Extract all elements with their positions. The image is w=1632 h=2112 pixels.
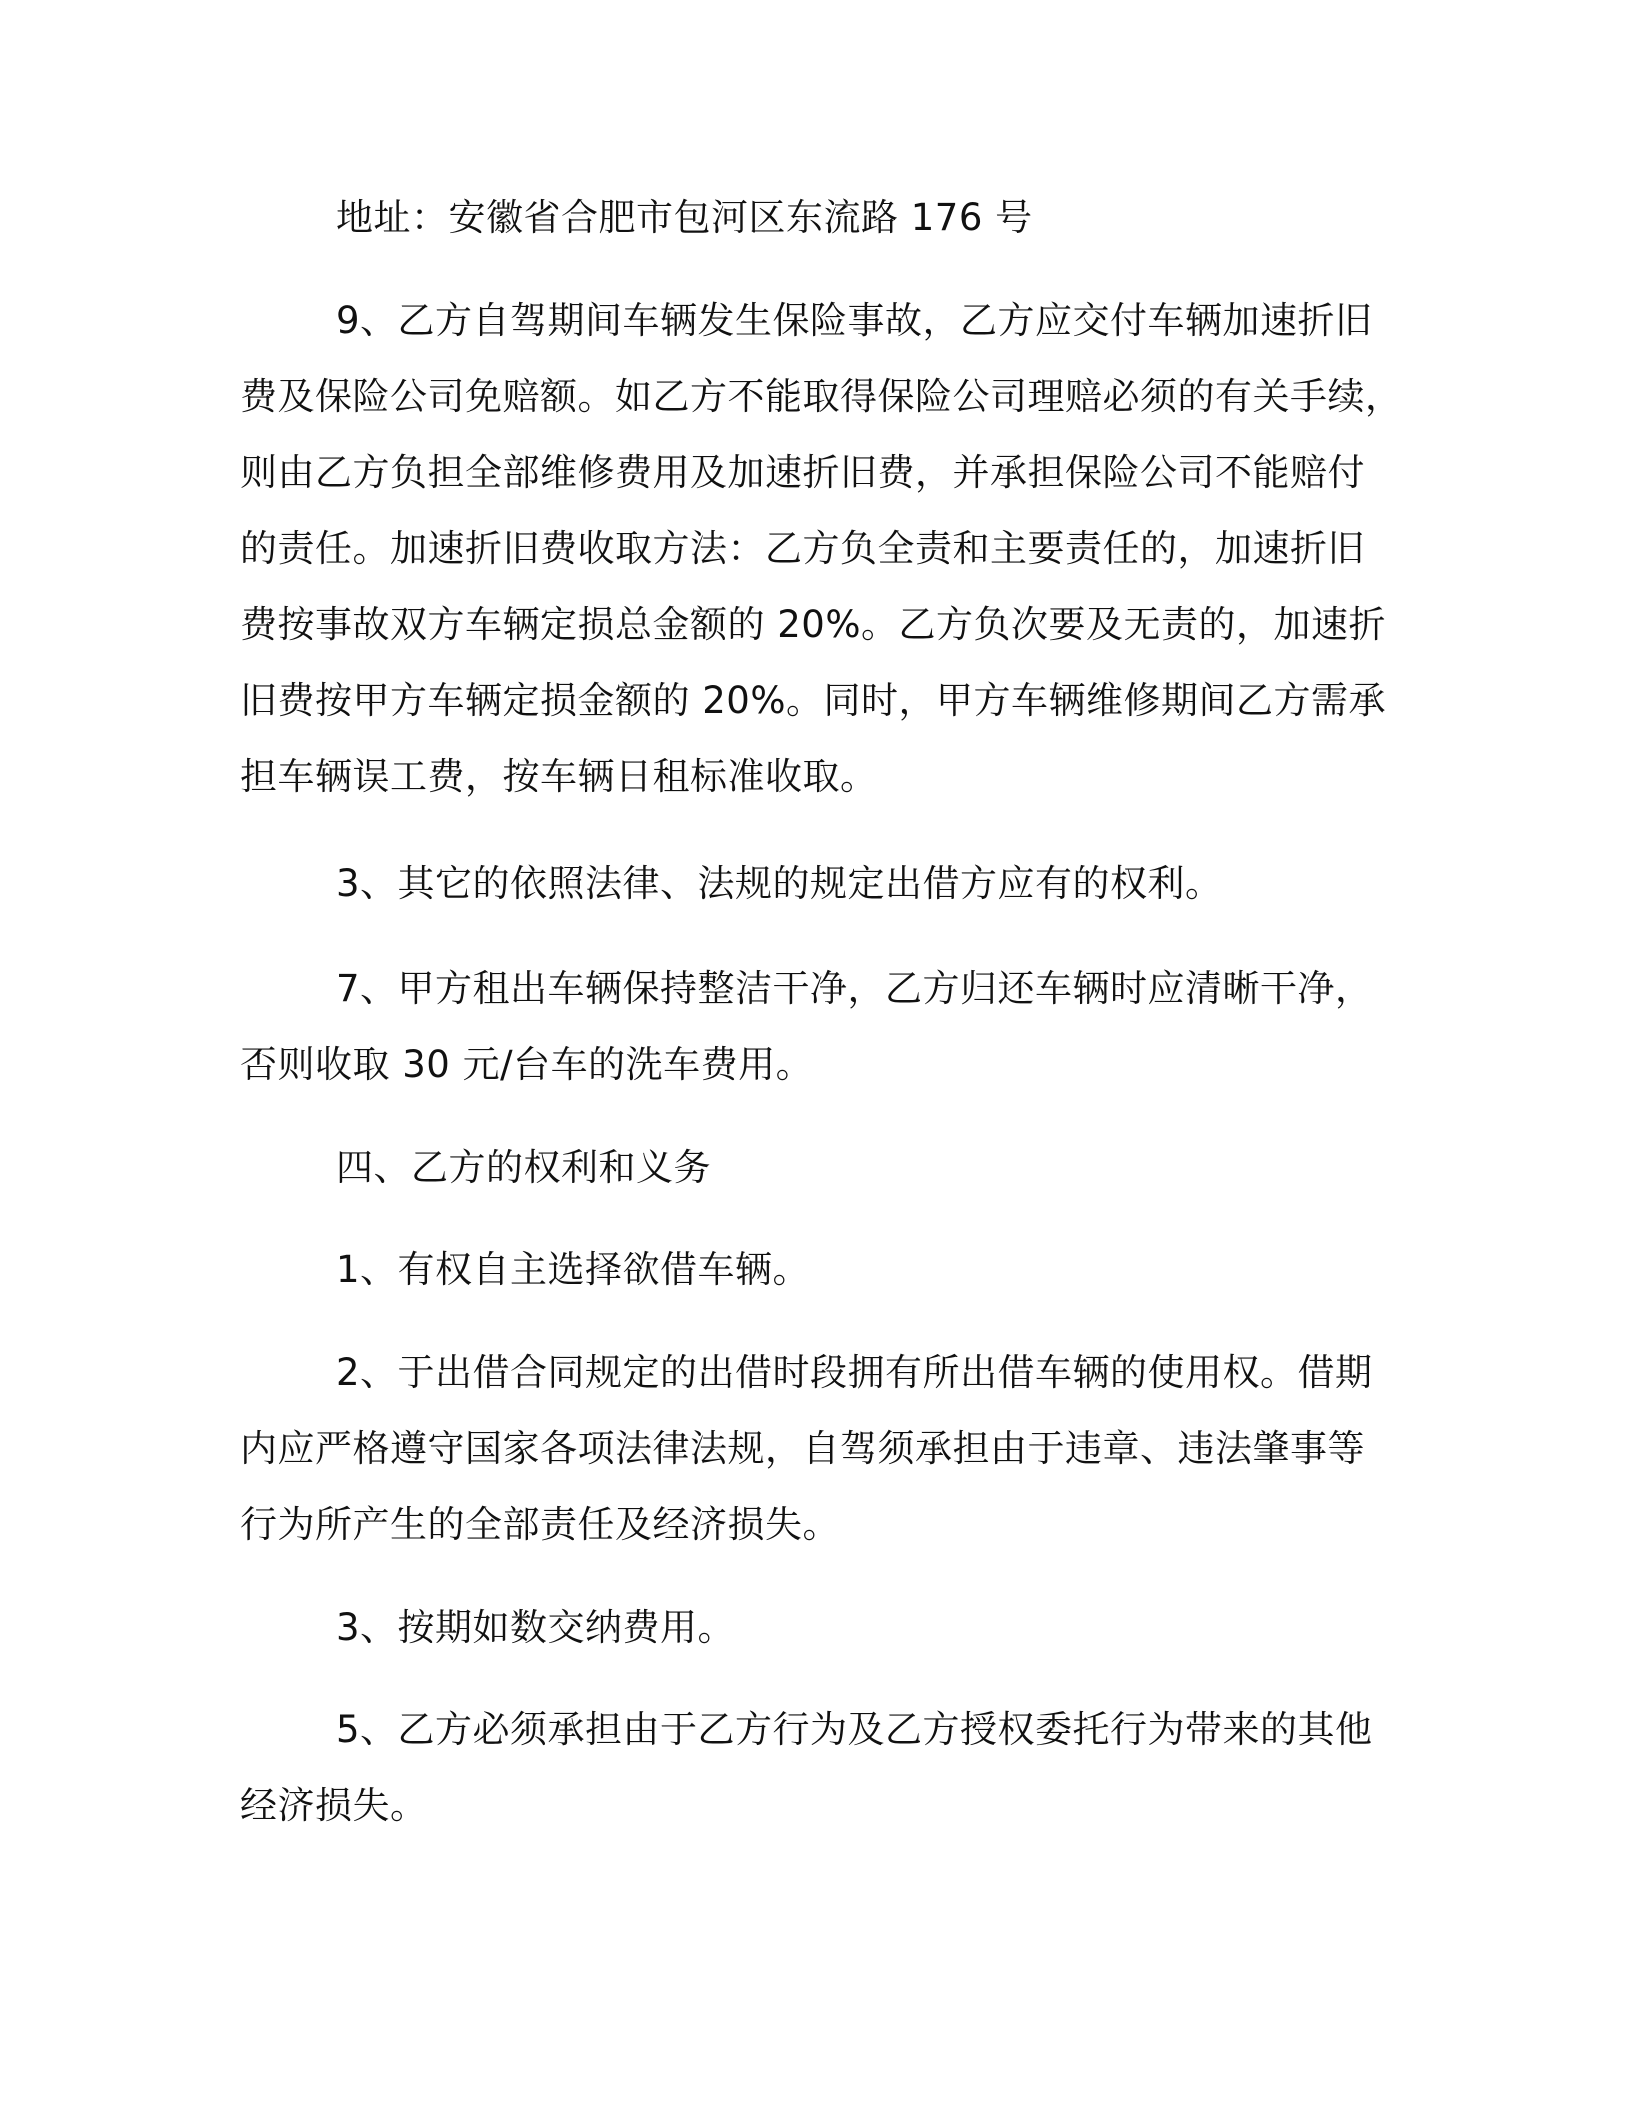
paragraph-line: 旧费按甲方车辆定损金额的 20%。同时，甲方车辆维修期间乙方需承 — [240, 679, 1386, 722]
clause-1-paragraph — [240, 1232, 1370, 1308]
paragraph-line: 行为所产生的全部责任及经济损失。 — [240, 1503, 840, 1546]
paragraph-line: 则由乙方负担全部维修费用及加速折旧费，并承担保险公司不能赔付 — [240, 451, 1365, 494]
paragraph-line: 费及保险公司免赔额。如乙方不能取得保险公司理赔必须的有关手续， — [240, 375, 1403, 418]
paragraph-line: 费按事故双方车辆定损总金额的 20%。乙方负次要及无责的，加速折 — [240, 603, 1386, 646]
paragraph-line: 的责任。加速折旧费收取方法：乙方负全责和主要责任的，加速折旧 — [240, 527, 1365, 570]
paragraph-line: 四、乙方的权利和义务 — [336, 1146, 711, 1189]
paragraph-line: 地址：安徽省合肥市包河区东流路 176 号 — [336, 196, 1033, 239]
paragraph-line: 3、按期如数交纳费用。 — [336, 1606, 736, 1649]
clause-9-paragraph — [240, 283, 1403, 815]
clause-2-paragraph — [240, 1335, 1373, 1563]
paragraph-line: 经济损失。 — [240, 1784, 428, 1827]
paragraph-line: 7、甲方租出车辆保持整洁干净，乙方归还车辆时应清晰干净， — [336, 967, 1373, 1010]
paragraph-line: 3、其它的依照法律、法规的规定出借方应有的权利。 — [336, 862, 1223, 905]
clause-3-fees-paragraph — [240, 1590, 1370, 1666]
paragraph-line: 担车辆误工费，按车辆日租标准收取。 — [240, 755, 878, 798]
paragraph-line: 9、乙方自驾期间车辆发生保险事故，乙方应交付车辆加速折旧 — [336, 299, 1373, 342]
paragraph-line: 内应严格遵守国家各项法律法规，自驾须承担由于违章、违法肇事等 — [240, 1427, 1365, 1470]
clause-7-paragraph — [240, 951, 1373, 1103]
paragraph-line: 2、于出借合同规定的出借时段拥有所出借车辆的使用权。借期 — [336, 1351, 1373, 1394]
paragraph-line: 5、乙方必须承担由于乙方行为及乙方授权委托行为带来的其他 — [336, 1708, 1373, 1751]
address-paragraph — [240, 180, 1370, 256]
clause-3-rights-paragraph — [240, 846, 1370, 922]
paragraph-line: 1、有权自主选择欲借车辆。 — [336, 1248, 811, 1291]
section-4-heading — [240, 1130, 1370, 1206]
clause-5-paragraph — [240, 1692, 1373, 1844]
paragraph-line: 否则收取 30 元/台车的洗车费用。 — [240, 1043, 814, 1086]
